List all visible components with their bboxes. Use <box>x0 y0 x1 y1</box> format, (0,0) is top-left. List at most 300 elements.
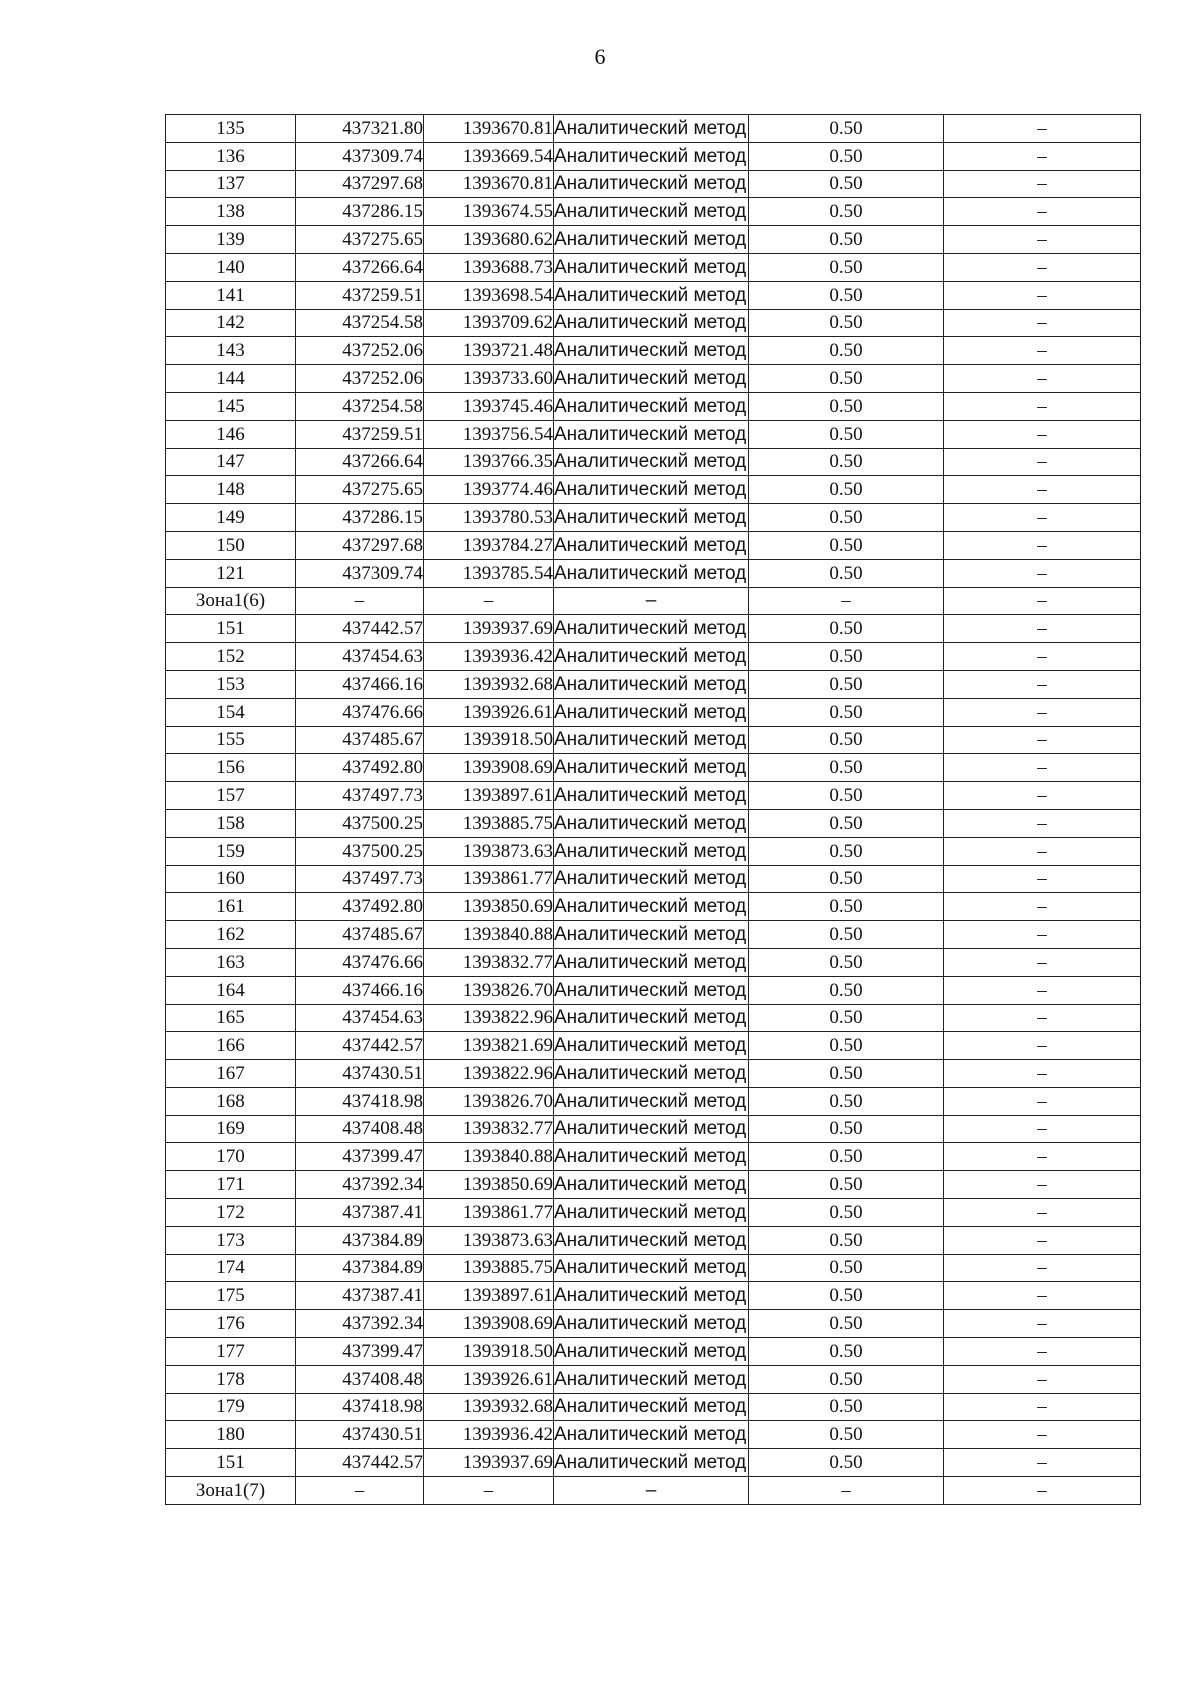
y-coordinate-cell: – <box>424 1477 554 1505</box>
table-row <box>166 615 1141 643</box>
method-cell: Аналитический метод <box>554 392 749 420</box>
note-cell: – <box>944 559 1141 587</box>
table-row <box>166 782 1141 810</box>
method-cell: Аналитический метод <box>554 782 749 810</box>
table-row <box>166 809 1141 837</box>
note-cell: – <box>944 1115 1141 1143</box>
note-cell: – <box>944 448 1141 476</box>
method-cell: Аналитический метод <box>554 198 749 226</box>
note-cell: – <box>944 198 1141 226</box>
note-cell: – <box>944 893 1141 921</box>
x-coordinate-cell: 437275.65 <box>296 476 424 504</box>
y-coordinate-cell: 1393840.88 <box>424 921 554 949</box>
table-row <box>166 1087 1141 1115</box>
table-row <box>166 726 1141 754</box>
y-coordinate-cell: 1393932.68 <box>424 1393 554 1421</box>
note-cell: – <box>944 1199 1141 1227</box>
y-coordinate-cell: 1393826.70 <box>424 976 554 1004</box>
note-cell: – <box>944 921 1141 949</box>
accuracy-cell: 0.50 <box>749 782 944 810</box>
method-cell: – <box>554 587 749 615</box>
note-cell: – <box>944 1143 1141 1171</box>
x-coordinate-cell: 437430.51 <box>296 1421 424 1449</box>
y-coordinate-cell: 1393908.69 <box>424 754 554 782</box>
method-cell: Аналитический метод <box>554 448 749 476</box>
note-cell: – <box>944 115 1141 143</box>
point-number-cell: 139 <box>166 226 296 254</box>
x-coordinate-cell: 437399.47 <box>296 1143 424 1171</box>
y-coordinate-cell: 1393709.62 <box>424 309 554 337</box>
x-coordinate-cell: 437485.67 <box>296 726 424 754</box>
method-cell: Аналитический метод <box>554 1449 749 1477</box>
table-row <box>166 1421 1141 1449</box>
method-cell: Аналитический метод <box>554 1226 749 1254</box>
method-cell: Аналитический метод <box>554 1060 749 1088</box>
y-coordinate-cell: 1393936.42 <box>424 643 554 671</box>
x-coordinate-cell: 437309.74 <box>296 142 424 170</box>
method-cell: Аналитический метод <box>554 226 749 254</box>
note-cell: – <box>944 504 1141 532</box>
method-cell: Аналитический метод <box>554 921 749 949</box>
table-row <box>166 1254 1141 1282</box>
table-row <box>166 670 1141 698</box>
note-cell: – <box>944 1338 1141 1366</box>
method-cell: Аналитический метод <box>554 615 749 643</box>
accuracy-cell: 0.50 <box>749 1254 944 1282</box>
accuracy-cell: 0.50 <box>749 115 944 143</box>
note-cell: – <box>944 587 1141 615</box>
x-coordinate-cell: 437408.48 <box>296 1365 424 1393</box>
accuracy-cell: 0.50 <box>749 392 944 420</box>
x-coordinate-cell: 437392.34 <box>296 1171 424 1199</box>
point-number-cell: 145 <box>166 392 296 420</box>
table-row <box>166 142 1141 170</box>
accuracy-cell: 0.50 <box>749 420 944 448</box>
accuracy-cell: 0.50 <box>749 170 944 198</box>
y-coordinate-cell: 1393832.77 <box>424 1115 554 1143</box>
method-cell: Аналитический метод <box>554 893 749 921</box>
method-cell: Аналитический метод <box>554 420 749 448</box>
accuracy-cell: 0.50 <box>749 253 944 281</box>
note-cell: – <box>944 309 1141 337</box>
y-coordinate-cell: 1393785.54 <box>424 559 554 587</box>
y-coordinate-cell: 1393850.69 <box>424 1171 554 1199</box>
point-number-cell: 174 <box>166 1254 296 1282</box>
y-coordinate-cell: 1393756.54 <box>424 420 554 448</box>
x-coordinate-cell: 437252.06 <box>296 337 424 365</box>
method-cell: Аналитический метод <box>554 1004 749 1032</box>
note-cell: – <box>944 392 1141 420</box>
note-cell: – <box>944 643 1141 671</box>
accuracy-cell: 0.50 <box>749 1310 944 1338</box>
accuracy-cell: 0.50 <box>749 1115 944 1143</box>
y-coordinate-cell: 1393918.50 <box>424 1338 554 1366</box>
note-cell: – <box>944 1004 1141 1032</box>
accuracy-cell: 0.50 <box>749 476 944 504</box>
method-cell: Аналитический метод <box>554 1282 749 1310</box>
method-cell: Аналитический метод <box>554 754 749 782</box>
table-row <box>166 1143 1141 1171</box>
method-cell: Аналитический метод <box>554 948 749 976</box>
point-number-cell: 151 <box>166 615 296 643</box>
zone-row <box>166 1477 1141 1505</box>
accuracy-cell: 0.50 <box>749 643 944 671</box>
accuracy-cell: 0.50 <box>749 337 944 365</box>
y-coordinate-cell: 1393861.77 <box>424 1199 554 1227</box>
x-coordinate-cell: 437442.57 <box>296 615 424 643</box>
accuracy-cell: 0.50 <box>749 1282 944 1310</box>
y-coordinate-cell: 1393670.81 <box>424 115 554 143</box>
table-row <box>166 976 1141 1004</box>
table-row <box>166 921 1141 949</box>
x-coordinate-cell: 437259.51 <box>296 420 424 448</box>
table-row <box>166 281 1141 309</box>
point-number-cell: 151 <box>166 1449 296 1477</box>
table-row <box>166 1449 1141 1477</box>
note-cell: – <box>944 726 1141 754</box>
note-cell: – <box>944 948 1141 976</box>
note-cell: – <box>944 1421 1141 1449</box>
table-row <box>166 559 1141 587</box>
point-number-cell: 180 <box>166 1421 296 1449</box>
y-coordinate-cell: 1393674.55 <box>424 198 554 226</box>
note-cell: – <box>944 531 1141 559</box>
y-coordinate-cell: 1393733.60 <box>424 365 554 393</box>
table-row <box>166 1310 1141 1338</box>
table-row <box>166 1115 1141 1143</box>
y-coordinate-cell: 1393766.35 <box>424 448 554 476</box>
table-row <box>166 365 1141 393</box>
point-number-cell: 150 <box>166 531 296 559</box>
method-cell: Аналитический метод <box>554 170 749 198</box>
accuracy-cell: 0.50 <box>749 1365 944 1393</box>
x-coordinate-cell: 437466.16 <box>296 976 424 1004</box>
y-coordinate-cell: 1393861.77 <box>424 865 554 893</box>
method-cell: Аналитический метод <box>554 1393 749 1421</box>
y-coordinate-cell: 1393873.63 <box>424 837 554 865</box>
point-number-cell: 135 <box>166 115 296 143</box>
method-cell: Аналитический метод <box>554 1365 749 1393</box>
x-coordinate-cell: 437476.66 <box>296 948 424 976</box>
point-number-cell: 175 <box>166 1282 296 1310</box>
accuracy-cell: 0.50 <box>749 559 944 587</box>
point-number-cell: 148 <box>166 476 296 504</box>
method-cell: Аналитический метод <box>554 559 749 587</box>
x-coordinate-cell: 437252.06 <box>296 365 424 393</box>
accuracy-cell: 0.50 <box>749 198 944 226</box>
point-number-cell: 136 <box>166 142 296 170</box>
y-coordinate-cell: 1393897.61 <box>424 1282 554 1310</box>
method-cell: Аналитический метод <box>554 115 749 143</box>
x-coordinate-cell: 437442.57 <box>296 1032 424 1060</box>
point-number-cell: 171 <box>166 1171 296 1199</box>
point-number-cell: 169 <box>166 1115 296 1143</box>
accuracy-cell: 0.50 <box>749 976 944 1004</box>
accuracy-cell: 0.50 <box>749 309 944 337</box>
point-number-cell: 159 <box>166 837 296 865</box>
note-cell: – <box>944 1060 1141 1088</box>
y-coordinate-cell: 1393670.81 <box>424 170 554 198</box>
table-row <box>166 865 1141 893</box>
x-coordinate-cell: 437254.58 <box>296 309 424 337</box>
x-coordinate-cell: 437500.25 <box>296 809 424 837</box>
x-coordinate-cell: 437297.68 <box>296 170 424 198</box>
method-cell: Аналитический метод <box>554 865 749 893</box>
x-coordinate-cell: 437266.64 <box>296 253 424 281</box>
point-number-cell: 140 <box>166 253 296 281</box>
x-coordinate-cell: 437492.80 <box>296 754 424 782</box>
point-number-cell: 165 <box>166 1004 296 1032</box>
note-cell: – <box>944 670 1141 698</box>
note-cell: – <box>944 1171 1141 1199</box>
point-number-cell: 153 <box>166 670 296 698</box>
x-coordinate-cell: 437399.47 <box>296 1338 424 1366</box>
table-row <box>166 1004 1141 1032</box>
y-coordinate-cell: 1393908.69 <box>424 1310 554 1338</box>
accuracy-cell: 0.50 <box>749 1032 944 1060</box>
table-row <box>166 1226 1141 1254</box>
y-coordinate-cell: 1393784.27 <box>424 531 554 559</box>
note-cell: – <box>944 837 1141 865</box>
point-number-cell: 121 <box>166 559 296 587</box>
accuracy-cell: – <box>749 587 944 615</box>
point-number-cell: 164 <box>166 976 296 1004</box>
accuracy-cell: 0.50 <box>749 365 944 393</box>
accuracy-cell: 0.50 <box>749 1449 944 1477</box>
point-number-cell: 138 <box>166 198 296 226</box>
point-number-cell: 156 <box>166 754 296 782</box>
note-cell: – <box>944 782 1141 810</box>
table-row <box>166 115 1141 143</box>
y-coordinate-cell: 1393897.61 <box>424 782 554 810</box>
y-coordinate-cell: 1393937.69 <box>424 1449 554 1477</box>
point-number-cell: 170 <box>166 1143 296 1171</box>
note-cell: – <box>944 1393 1141 1421</box>
point-number-cell: 161 <box>166 893 296 921</box>
note-cell: – <box>944 170 1141 198</box>
method-cell: Аналитический метод <box>554 1338 749 1366</box>
y-coordinate-cell: 1393698.54 <box>424 281 554 309</box>
table-row <box>166 1365 1141 1393</box>
x-coordinate-cell: 437476.66 <box>296 698 424 726</box>
method-cell: Аналитический метод <box>554 504 749 532</box>
x-coordinate-cell: 437286.15 <box>296 504 424 532</box>
y-coordinate-cell: 1393822.96 <box>424 1060 554 1088</box>
y-coordinate-cell: 1393826.70 <box>424 1087 554 1115</box>
method-cell: Аналитический метод <box>554 281 749 309</box>
x-coordinate-cell: 437266.64 <box>296 448 424 476</box>
method-cell: Аналитический метод <box>554 643 749 671</box>
note-cell: – <box>944 1032 1141 1060</box>
x-coordinate-cell: 437454.63 <box>296 1004 424 1032</box>
point-number-cell: 172 <box>166 1199 296 1227</box>
x-coordinate-cell: 437430.51 <box>296 1060 424 1088</box>
accuracy-cell: 0.50 <box>749 1171 944 1199</box>
note-cell: – <box>944 754 1141 782</box>
method-cell: Аналитический метод <box>554 1115 749 1143</box>
note-cell: – <box>944 1254 1141 1282</box>
method-cell: Аналитический метод <box>554 1310 749 1338</box>
y-coordinate-cell: – <box>424 587 554 615</box>
y-coordinate-cell: 1393936.42 <box>424 1421 554 1449</box>
x-coordinate-cell: 437418.98 <box>296 1087 424 1115</box>
x-coordinate-cell: 437392.34 <box>296 1310 424 1338</box>
x-coordinate-cell: 437387.41 <box>296 1199 424 1227</box>
accuracy-cell: 0.50 <box>749 281 944 309</box>
note-cell: – <box>944 865 1141 893</box>
method-cell: Аналитический метод <box>554 698 749 726</box>
point-number-cell: 177 <box>166 1338 296 1366</box>
point-number-cell: 142 <box>166 309 296 337</box>
note-cell: – <box>944 1226 1141 1254</box>
method-cell: Аналитический метод <box>554 253 749 281</box>
point-number-cell: 147 <box>166 448 296 476</box>
point-number-cell: 137 <box>166 170 296 198</box>
table-row <box>166 837 1141 865</box>
x-coordinate-cell: 437497.73 <box>296 782 424 810</box>
x-coordinate-cell: 437454.63 <box>296 643 424 671</box>
y-coordinate-cell: 1393885.75 <box>424 809 554 837</box>
y-coordinate-cell: 1393885.75 <box>424 1254 554 1282</box>
table-row <box>166 643 1141 671</box>
accuracy-cell: 0.50 <box>749 837 944 865</box>
accuracy-cell: 0.50 <box>749 948 944 976</box>
table-row <box>166 309 1141 337</box>
table-row <box>166 392 1141 420</box>
accuracy-cell: 0.50 <box>749 1004 944 1032</box>
y-coordinate-cell: 1393873.63 <box>424 1226 554 1254</box>
point-number-cell: 158 <box>166 809 296 837</box>
point-number-cell: 149 <box>166 504 296 532</box>
y-coordinate-cell: 1393688.73 <box>424 253 554 281</box>
method-cell: Аналитический метод <box>554 837 749 865</box>
accuracy-cell: 0.50 <box>749 226 944 254</box>
method-cell: Аналитический метод <box>554 309 749 337</box>
point-number-cell: Зона1(7) <box>166 1477 296 1505</box>
accuracy-cell: – <box>749 1477 944 1505</box>
table-row <box>166 253 1141 281</box>
table-row <box>166 1338 1141 1366</box>
table-row <box>166 1393 1141 1421</box>
y-coordinate-cell: 1393932.68 <box>424 670 554 698</box>
method-cell: Аналитический метод <box>554 726 749 754</box>
note-cell: – <box>944 698 1141 726</box>
x-coordinate-cell: 437442.57 <box>296 1449 424 1477</box>
x-coordinate-cell: 437466.16 <box>296 670 424 698</box>
method-cell: Аналитический метод <box>554 1421 749 1449</box>
y-coordinate-cell: 1393669.54 <box>424 142 554 170</box>
accuracy-cell: 0.50 <box>749 504 944 532</box>
note-cell: – <box>944 809 1141 837</box>
y-coordinate-cell: 1393821.69 <box>424 1032 554 1060</box>
y-coordinate-cell: 1393745.46 <box>424 392 554 420</box>
note-cell: – <box>944 476 1141 504</box>
table-row <box>166 531 1141 559</box>
accuracy-cell: 0.50 <box>749 921 944 949</box>
point-number-cell: 141 <box>166 281 296 309</box>
accuracy-cell: 0.50 <box>749 809 944 837</box>
x-coordinate-cell: 437384.89 <box>296 1254 424 1282</box>
x-coordinate-cell: 437309.74 <box>296 559 424 587</box>
accuracy-cell: 0.50 <box>749 754 944 782</box>
method-cell: Аналитический метод <box>554 1199 749 1227</box>
y-coordinate-cell: 1393850.69 <box>424 893 554 921</box>
method-cell: Аналитический метод <box>554 976 749 1004</box>
y-coordinate-cell: 1393822.96 <box>424 1004 554 1032</box>
table-row <box>166 170 1141 198</box>
table-row <box>166 1060 1141 1088</box>
accuracy-cell: 0.50 <box>749 448 944 476</box>
table-row <box>166 476 1141 504</box>
table-row <box>166 198 1141 226</box>
accuracy-cell: 0.50 <box>749 142 944 170</box>
table-row <box>166 504 1141 532</box>
method-cell: Аналитический метод <box>554 1087 749 1115</box>
accuracy-cell: 0.50 <box>749 1199 944 1227</box>
accuracy-cell: 0.50 <box>749 865 944 893</box>
note-cell: – <box>944 337 1141 365</box>
point-number-cell: 160 <box>166 865 296 893</box>
accuracy-cell: 0.50 <box>749 726 944 754</box>
accuracy-cell: 0.50 <box>749 615 944 643</box>
table-row <box>166 337 1141 365</box>
method-cell: – <box>554 1477 749 1505</box>
point-number-cell: 157 <box>166 782 296 810</box>
method-cell: Аналитический метод <box>554 476 749 504</box>
table-row <box>166 754 1141 782</box>
x-coordinate-cell: 437387.41 <box>296 1282 424 1310</box>
table-row <box>166 1199 1141 1227</box>
y-coordinate-cell: 1393918.50 <box>424 726 554 754</box>
method-cell: Аналитический метод <box>554 1254 749 1282</box>
note-cell: – <box>944 1449 1141 1477</box>
point-number-cell: 154 <box>166 698 296 726</box>
point-number-cell: 176 <box>166 1310 296 1338</box>
table-row <box>166 698 1141 726</box>
x-coordinate-cell: 437418.98 <box>296 1393 424 1421</box>
y-coordinate-cell: 1393721.48 <box>424 337 554 365</box>
y-coordinate-cell: 1393774.46 <box>424 476 554 504</box>
point-number-cell: 173 <box>166 1226 296 1254</box>
table-row <box>166 1282 1141 1310</box>
table-row <box>166 893 1141 921</box>
point-number-cell: 162 <box>166 921 296 949</box>
method-cell: Аналитический метод <box>554 142 749 170</box>
y-coordinate-cell: 1393680.62 <box>424 226 554 254</box>
y-coordinate-cell: 1393937.69 <box>424 615 554 643</box>
method-cell: Аналитический метод <box>554 337 749 365</box>
note-cell: – <box>944 365 1141 393</box>
table-row <box>166 1171 1141 1199</box>
note-cell: – <box>944 615 1141 643</box>
method-cell: Аналитический метод <box>554 365 749 393</box>
table-row <box>166 948 1141 976</box>
table-row <box>166 226 1141 254</box>
x-coordinate-cell: 437408.48 <box>296 1115 424 1143</box>
point-number-cell: 155 <box>166 726 296 754</box>
y-coordinate-cell: 1393780.53 <box>424 504 554 532</box>
point-number-cell: Зона1(6) <box>166 587 296 615</box>
x-coordinate-cell: 437497.73 <box>296 865 424 893</box>
point-number-cell: 167 <box>166 1060 296 1088</box>
x-coordinate-cell: 437286.15 <box>296 198 424 226</box>
method-cell: Аналитический метод <box>554 809 749 837</box>
point-number-cell: 144 <box>166 365 296 393</box>
x-coordinate-cell: 437321.80 <box>296 115 424 143</box>
point-number-cell: 168 <box>166 1087 296 1115</box>
x-coordinate-cell: 437485.67 <box>296 921 424 949</box>
x-coordinate-cell: 437492.80 <box>296 893 424 921</box>
